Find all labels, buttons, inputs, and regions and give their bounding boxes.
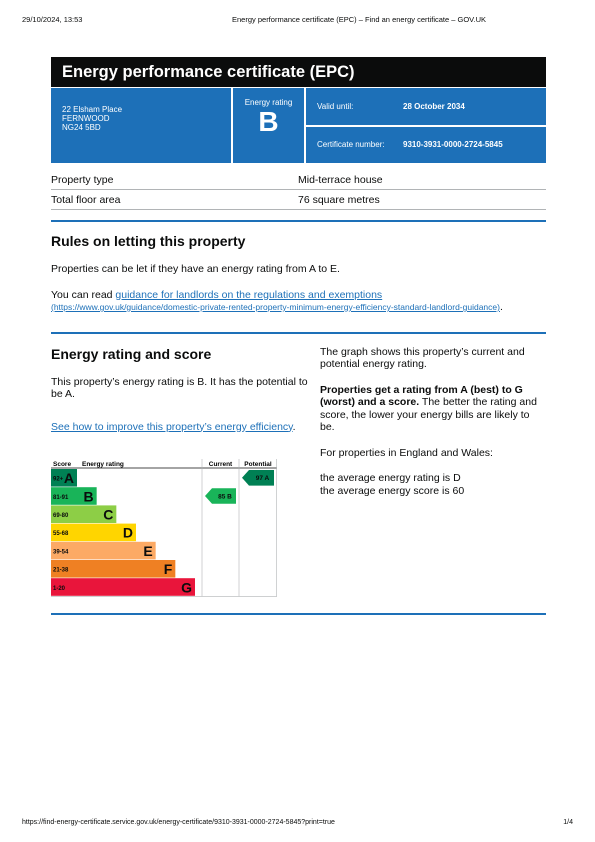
band-range-g: 1-20 bbox=[53, 585, 66, 592]
rating-explanation-rest: The better the rating and score, the lower your energy bills are likely to be. bbox=[320, 396, 537, 433]
certificate-content bbox=[51, 57, 546, 615]
rating-score-section bbox=[51, 332, 546, 600]
current-rating-label: 85 B bbox=[218, 493, 232, 501]
print-datetime: 29/10/2024, 13:53 bbox=[22, 15, 83, 24]
property-type-row bbox=[51, 170, 546, 190]
rating-score-right bbox=[320, 334, 546, 600]
band-g bbox=[51, 578, 195, 596]
chart-header-potential: Potential bbox=[244, 461, 272, 468]
floor-area-label: Total floor area bbox=[51, 193, 121, 206]
band-letter-d: D bbox=[122, 524, 133, 541]
band-range-f: 21-38 bbox=[53, 567, 69, 574]
address-line-2: FERNWOOD bbox=[62, 114, 110, 123]
guidance-suffix: . bbox=[499, 301, 503, 313]
chart-header-current: Current bbox=[208, 461, 233, 468]
band-range-a: 92+ bbox=[53, 476, 64, 483]
print-footer bbox=[22, 819, 573, 826]
improve-paragraph bbox=[51, 421, 320, 434]
rating-summary-text: This property’s energy rating is B. It has the potential to be A. bbox=[51, 375, 308, 400]
print-url: https://find-energy-certificate.service.gov.uk/energy-certificate/9310-3931-0000-2724-5845?print=true bbox=[22, 819, 335, 826]
energy-rating-chart-svg bbox=[51, 459, 277, 599]
print-header bbox=[22, 15, 573, 24]
property-type-label: Property type bbox=[51, 173, 114, 186]
england-wales-intro: For properties in England and Wales: bbox=[320, 446, 493, 459]
rules-paragraph: Properties can be let if they have an energy rating from A to E. bbox=[51, 263, 340, 275]
band-letter-c: C bbox=[103, 506, 114, 523]
rating-score-heading: Energy rating and score bbox=[51, 345, 212, 362]
valid-until-label: Valid until: bbox=[317, 101, 354, 111]
rules-section bbox=[51, 220, 546, 314]
band-letter-g: G bbox=[181, 579, 192, 596]
improve-efficiency-link[interactable]: See how to improve this property’s energy efficiency bbox=[51, 420, 293, 433]
certificate-number-value: 9310-3931-0000-2724-5845 bbox=[403, 140, 503, 150]
band-letter-e: E bbox=[143, 542, 153, 559]
rating-explanation-bold: Properties get a rating from A (best) to G (worst) and a score. bbox=[320, 383, 523, 408]
guidance-url[interactable]: (https://www.gov.uk/guidance/domestic-private-rented-property-minimum-energy-efficiency-standard-landlord-guidance) bbox=[51, 302, 500, 312]
address-line-3: NG24 5BD bbox=[62, 123, 101, 132]
band-letter-f: F bbox=[163, 561, 173, 578]
guidance-link[interactable]: guidance for landlords on the regulations and exemptions bbox=[115, 288, 383, 301]
section-divider bbox=[51, 613, 546, 615]
rules-heading: Rules on letting this property bbox=[51, 233, 246, 249]
epc-summary-box bbox=[51, 88, 546, 163]
energy-rating-chart bbox=[51, 459, 277, 599]
certificate-number-label: Certificate number: bbox=[317, 140, 385, 150]
print-title: Energy performance certificate (EPC) – Find an energy certificate – GOV.UK bbox=[232, 15, 487, 24]
property-address bbox=[51, 88, 231, 163]
rating-score-left bbox=[51, 334, 320, 600]
improve-link-suffix: . bbox=[292, 420, 296, 433]
floor-area-value: 76 square metres bbox=[298, 193, 380, 206]
valid-until-value: 28 October 2034 bbox=[403, 101, 465, 111]
rating-explanation bbox=[320, 384, 546, 434]
page-title: Energy performance certificate (EPC) bbox=[51, 57, 546, 87]
certificate-number-row bbox=[306, 127, 546, 164]
band-range-d: 55-68 bbox=[53, 531, 69, 538]
energy-rating-letter: B bbox=[258, 106, 279, 137]
potential-rating-label: 97 A bbox=[255, 475, 270, 483]
average-values bbox=[320, 472, 546, 497]
guidance-prefix: You can read bbox=[51, 288, 116, 301]
floor-area-row bbox=[51, 190, 546, 210]
band-range-c: 69-80 bbox=[53, 513, 69, 519]
average-rating: the average energy rating is D bbox=[320, 472, 461, 484]
graph-explanation: The graph shows this property’s current and potential energy rating. bbox=[320, 345, 525, 370]
energy-rating-box bbox=[233, 88, 304, 163]
guidance-paragraph bbox=[51, 289, 546, 314]
address-line-1: 22 Elsham Place bbox=[62, 105, 123, 114]
band-range-e: 39-54 bbox=[53, 549, 69, 556]
average-score: the average energy score is 60 bbox=[320, 484, 465, 497]
band-letter-a: A bbox=[63, 470, 74, 487]
band-range-b: 81-91 bbox=[53, 494, 69, 501]
certificate-meta bbox=[306, 88, 546, 163]
property-summary bbox=[51, 170, 546, 210]
chart-header-rating: Energy rating bbox=[82, 461, 124, 468]
band-f bbox=[51, 560, 175, 578]
print-page-number: 1/4 bbox=[563, 819, 573, 826]
property-type-value: Mid-terrace house bbox=[298, 173, 383, 186]
valid-until-row bbox=[306, 88, 546, 125]
chart-header-score: Score bbox=[53, 461, 72, 468]
band-letter-b: B bbox=[83, 488, 94, 505]
energy-rating-label: Energy rating bbox=[244, 98, 293, 107]
